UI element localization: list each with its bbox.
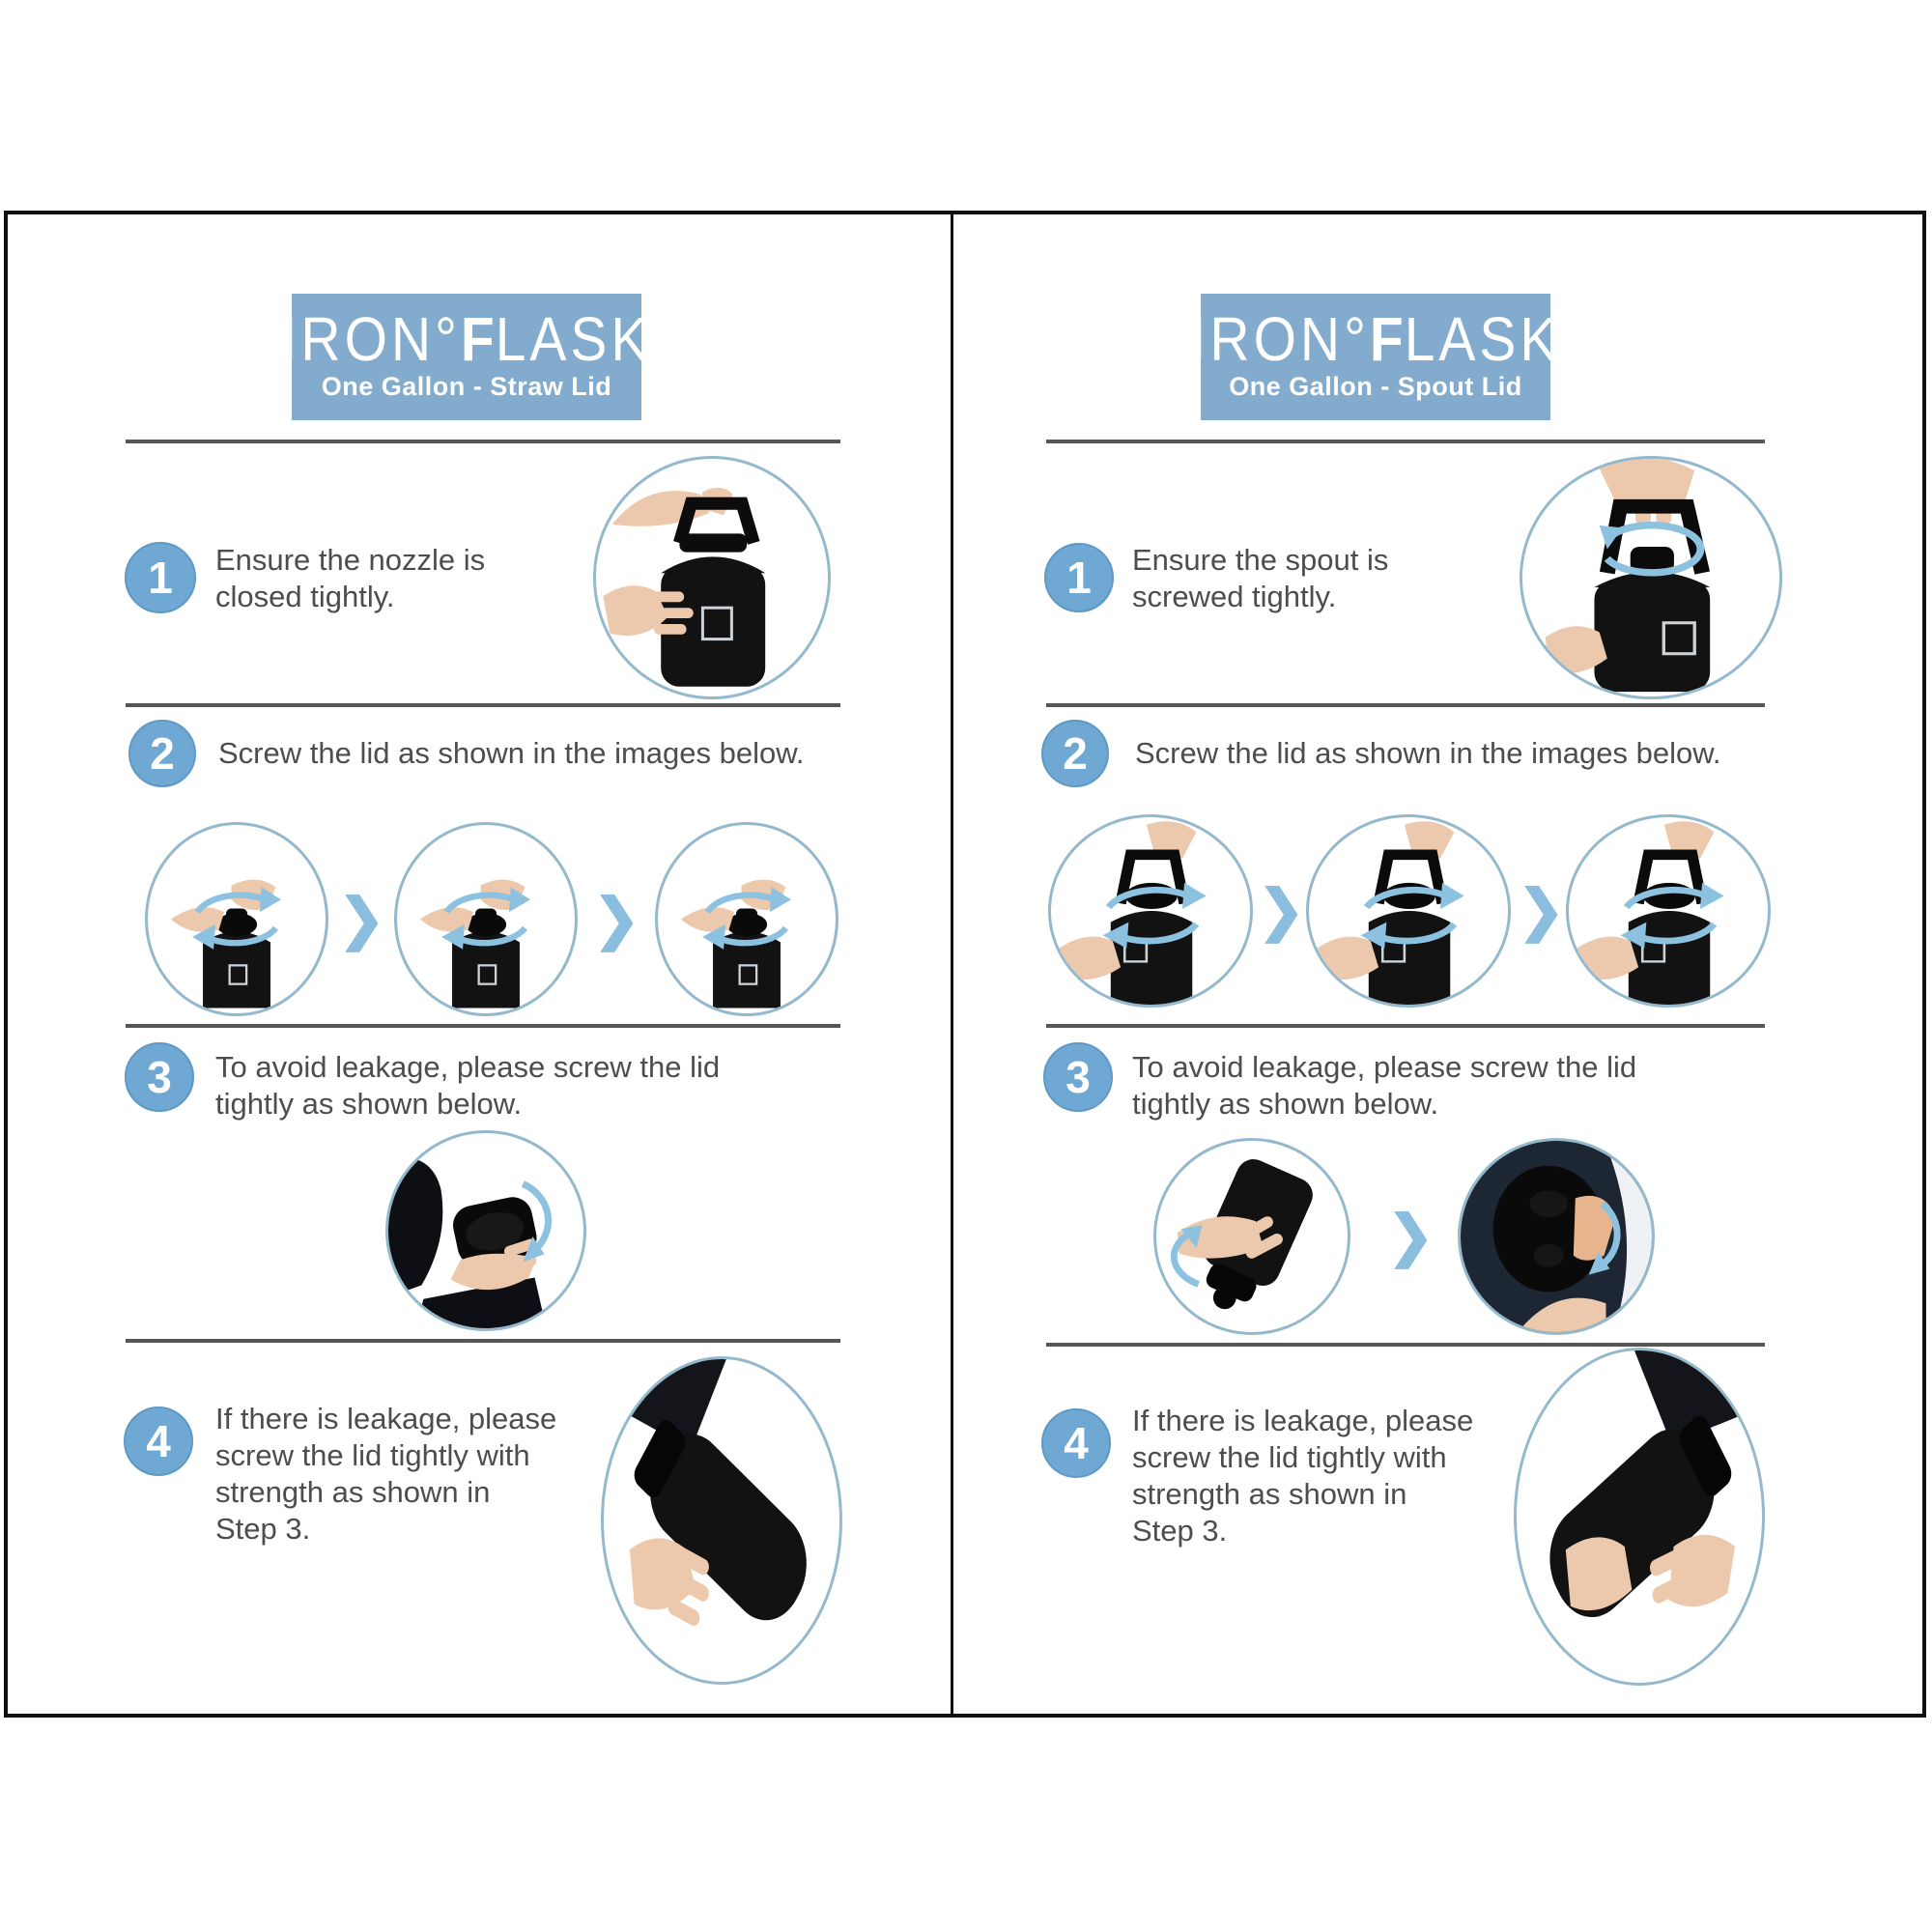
step-4-text bbox=[1132, 1403, 1473, 1549]
step-text-line: tightly as shown below. bbox=[1132, 1087, 1439, 1121]
step-2-text bbox=[1135, 735, 1721, 772]
divider bbox=[126, 1339, 840, 1343]
step-badge-4: 4 bbox=[1041, 1408, 1111, 1478]
brand-f: F bbox=[460, 304, 496, 375]
step-text-line: screw the lid tightly with bbox=[1132, 1440, 1447, 1474]
step-text-line: If there is leakage, please bbox=[1132, 1404, 1474, 1437]
step-text-line: Step 3. bbox=[215, 1512, 311, 1546]
chevron-right-icon: ❯ bbox=[338, 888, 385, 951]
step-badge-3: 3 bbox=[125, 1042, 194, 1112]
logo-subtitle: One Gallon - Spout Lid bbox=[1229, 371, 1522, 401]
chevron-right-icon: ❯ bbox=[1258, 879, 1305, 942]
step-3-text bbox=[1132, 1049, 1636, 1122]
step-2-photo-c bbox=[655, 822, 838, 1016]
step-badge-4: 4 bbox=[124, 1406, 193, 1476]
chevron-right-icon: ❯ bbox=[593, 888, 640, 951]
divider bbox=[1046, 1024, 1765, 1028]
brand-f: F bbox=[1369, 304, 1405, 375]
center-divider bbox=[951, 211, 953, 1718]
brand-lask: LASK bbox=[1404, 304, 1561, 375]
brand-degree: ° bbox=[435, 304, 461, 375]
step-text-line: Screw the lid as shown in the images below. bbox=[1135, 736, 1721, 770]
step-badge-1: 1 bbox=[1044, 543, 1114, 612]
step-text-line: Step 3. bbox=[1132, 1514, 1228, 1548]
step-1-photo-jug bbox=[1520, 456, 1782, 699]
step-text-line: To avoid leakage, please screw the lid bbox=[1132, 1050, 1637, 1084]
chevron-right-icon: ❯ bbox=[1387, 1205, 1435, 1267]
step-3-photo-lid bbox=[385, 1130, 586, 1331]
brand-degree: ° bbox=[1344, 304, 1370, 375]
chevron-right-icon: ❯ bbox=[1518, 879, 1565, 942]
divider bbox=[1046, 440, 1765, 443]
step-2-photo-b bbox=[1306, 814, 1511, 1008]
brand-logo-straw bbox=[281, 294, 652, 420]
step-text-line: closed tightly. bbox=[215, 580, 395, 613]
logo-subtitle: One Gallon - Straw Lid bbox=[321, 371, 612, 401]
step-text-line: Screw the lid as shown in the images below. bbox=[218, 736, 805, 770]
step-badge-3: 3 bbox=[1043, 1042, 1113, 1112]
divider bbox=[1046, 703, 1765, 707]
divider bbox=[126, 440, 840, 443]
step-3-photo-b bbox=[1458, 1138, 1655, 1335]
step-2-photo-c bbox=[1566, 814, 1771, 1008]
step-text-line: strength as shown in bbox=[215, 1475, 491, 1509]
step-2-text bbox=[218, 735, 805, 772]
step-3-text bbox=[215, 1049, 720, 1122]
step-4-photo-tilt bbox=[601, 1356, 842, 1685]
brand-wordmark bbox=[281, 304, 652, 375]
step-2-photo-a bbox=[1048, 814, 1253, 1008]
step-text-line: tightly as shown below. bbox=[215, 1087, 523, 1121]
step-badge-2: 2 bbox=[1041, 720, 1109, 787]
step-text-line: Ensure the spout is bbox=[1132, 543, 1389, 577]
step-badge-2: 2 bbox=[128, 720, 196, 787]
brand-logo-spout bbox=[1190, 294, 1561, 420]
step-1-text bbox=[1132, 542, 1388, 615]
step-4-text bbox=[215, 1401, 556, 1548]
step-2-photo-b bbox=[394, 822, 578, 1016]
step-3-photo-a bbox=[1153, 1138, 1350, 1335]
brand-iron: IRON bbox=[281, 304, 436, 375]
step-1-photo-jug bbox=[593, 456, 831, 699]
step-text-line: If there is leakage, please bbox=[215, 1402, 557, 1435]
brand-lask: LASK bbox=[495, 304, 652, 375]
step-text-line: strength as shown in bbox=[1132, 1477, 1407, 1511]
step-text-line: To avoid leakage, please screw the lid bbox=[215, 1050, 721, 1084]
step-text-line: screwed tightly. bbox=[1132, 580, 1337, 613]
step-4-photo-tilt bbox=[1514, 1348, 1765, 1686]
brand-iron: IRON bbox=[1190, 304, 1345, 375]
step-2-photo-a bbox=[145, 822, 328, 1016]
step-text-line: screw the lid tightly with bbox=[215, 1438, 530, 1472]
divider bbox=[126, 703, 840, 707]
step-text-line: Ensure the nozzle is bbox=[215, 543, 486, 577]
divider bbox=[126, 1024, 840, 1028]
divider bbox=[1046, 1343, 1765, 1347]
step-1-text bbox=[215, 542, 485, 615]
brand-wordmark bbox=[1190, 304, 1561, 375]
step-badge-1: 1 bbox=[125, 542, 196, 613]
